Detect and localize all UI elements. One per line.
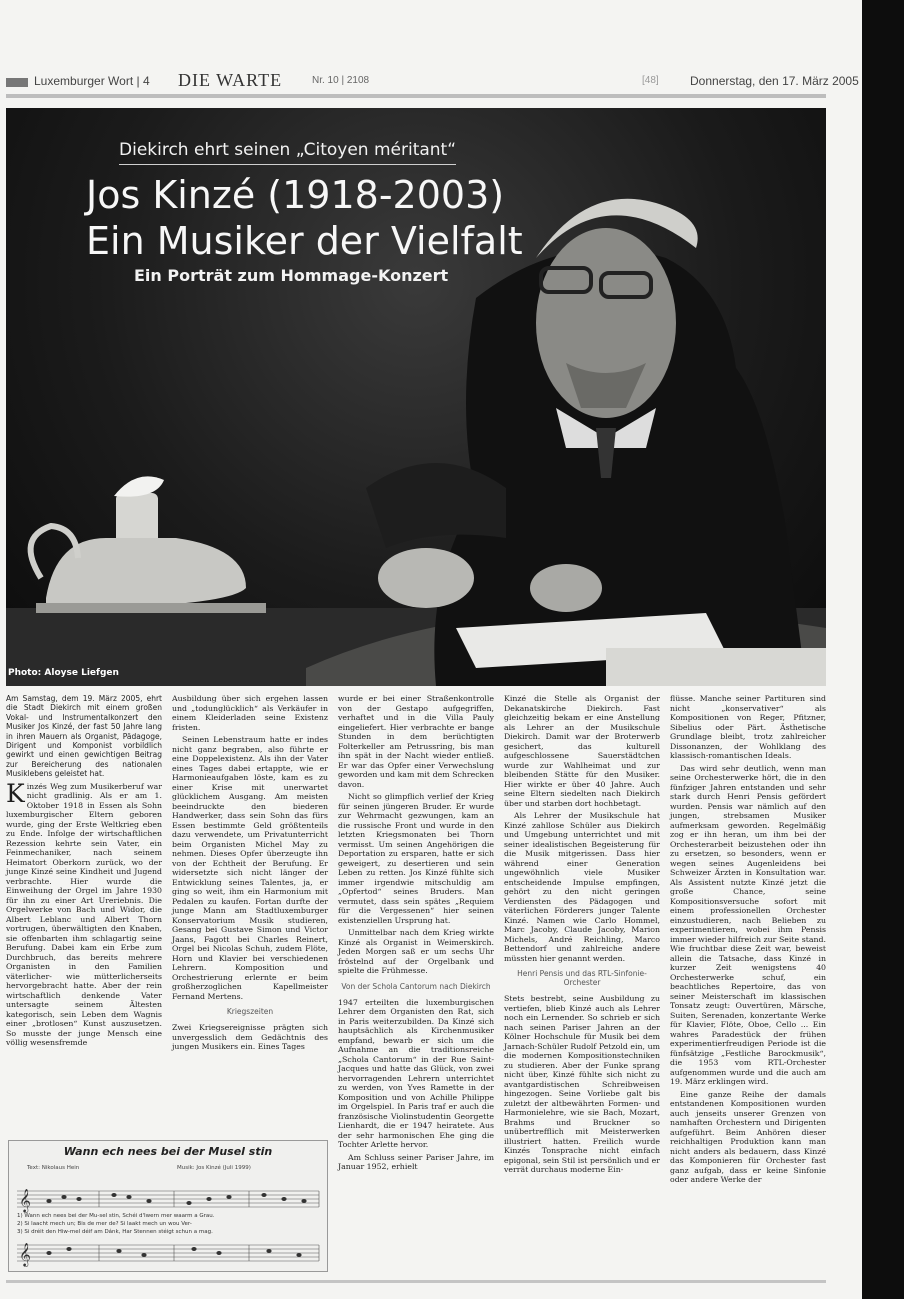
kicker-headline: Diekirch ehrt seinen „Citoyen méritant“	[119, 140, 456, 165]
section-subhead: Henri Pensis und das RTL-Sinfonie-Orchester	[517, 969, 647, 987]
lyricist-credit: Text: Nikolaus Hein	[27, 1165, 80, 1171]
article-column-2	[172, 694, 328, 1055]
article-paragraph: wurde er bei einer Straßenkontrolle von der Gestapo aufgegriffen, verhaftet und in die Villa Pauly eingeliefert. Hier verbrachte er bange Stunden in dem berüchtigten Folterkeller am Petrussring, bis man ihn spät in der Nacht wieder entließ. Er war das Opfer einer Verwechslung geworden und kam mit dem Schrecken davon.	[338, 694, 494, 789]
music-staff	[9, 1141, 327, 1271]
scan-edge	[862, 0, 904, 1299]
article-paragraph: Seinen Lebenstraum hatte er indes nicht ganz begraben, also führte er eine Doppelexistenz. Als ihn der Vater eines Tages dabei ertappte, wie er Harmonieaufgaben löste, kam es zu einer Krise mit unerwartet glücklichem Ausgang. Am meisten beeindruckte den biederen Handwerker, dass sein Sohn das fürs Essen bestimmte Geld größtenteils dazu verwendete, um Privatunterricht beim Organisten Michel May zu nehmen. Dieses Opfer überzeugte ihn von der Echtheit der Berufung. Er widersetzte sich nicht länger der Entwicklung seines Talentes, ja, er ging so weit, ihm ein Harmonium mit Pedalen zu kaufen. Fortan durfte der junge Mann am Stadtluxemburger Konservatorium Musik studieren, Gesang bei Gustave Simon und Victor Jaans, Fagott bei Charles Reinert, Orgel bei Nicolas Schuh, zudem Flöte, Horn und Klavier bei verschiedenen Lehrern. Komposition und Orchestrierung erlernte er beim großherzoglichen Kapellmeister Fernand Mertens.	[172, 735, 328, 1001]
folio-number: [48]	[642, 75, 659, 86]
composer-credit: Musik: Jos Kinzé (Juli 1999)	[177, 1165, 251, 1171]
portrait-photo	[6, 108, 826, 686]
main-headline	[86, 172, 523, 264]
newspaper-name: Luxemburger Wort | 4	[34, 74, 150, 88]
article-paragraph: Zwei Kriegsereignisse prägten sich unvergesslich dem Gedächtnis des jungen Musikers ein. Eines Tages	[172, 1023, 328, 1051]
article-column-4	[504, 694, 660, 1178]
lyrics-verse-1: 1) Wann ech nees bei der Mu-sel stin, Schéi d'Iwern mer waarm a Grau.	[17, 1213, 215, 1219]
lyrics-verse-2: 2) Si laacht mech un; Bis de mer de? Si laakt mech un wou Ver-	[17, 1221, 192, 1227]
article-column-3	[338, 694, 494, 1175]
article-paragraph: Das wird sehr deutlich, wenn man seine Orchesterwerke hört, die in den fünfziger Jahren entstanden und sehr stark durch Henri Pensis gefördert wurden. Pensis war nämlich auf den jungen, strebsamen Musiker aufmerksam geworden. Regelmäßig zog er ihn heran, um ihm bei der Orchesterarbeit beizustehen oder ihn zu ersetzen, so besonders, wenn er wegen seines Augenleidens bei Schweizer Ärzten in Konsultation war. Als Assistent nutzte Kinzé jetzt die große Chance, seine Kompositionsversuche sofort mit einem professionellen Orchester einzustudieren, nach Belieben zu experimentieren, wobei ihm Pensis immer wieder hilfreich zur Seite stand. Wie fruchtbar diese Zeit war, beweist allein die Tatsache, dass Kinzé in kurzer Zeit wenigstens 40 Orchesterwerke schuf, ein beachtliches Repertoire, das von seiner Meisterschaft im klassischen Tonsatz zeugt: Ouvertüren, Märsche, Suiten, Serenaden, konzertante Werke für Klavier, Flöte, Oboe, Cello ... Ein wahres Paradestück der frühen experimentierfreudigen Periode ist die fünfsätzige „Festliche Barockmusik“, die 1953 vom RTL-Orchester aufgenommen wurde und die auch am 19. März erklingen wird.	[670, 763, 826, 1086]
article-paragraph: Ausbildung über sich ergehen lassen und „todunglücklich“ als Verkäufer in einem Kleiderladen seine Existenz fristen.	[172, 694, 328, 732]
issue-number: Nr. 10 | 2108	[312, 75, 370, 86]
photo-credit: Photo: Aloyse Liefgen	[8, 668, 119, 678]
header-rule	[6, 94, 826, 98]
article-paragraph: Als Lehrer der Musikschule hat Kinzé zahllose Schüler aus Diekirch und Umgebung unterrichtet und mit seiner idealistischen Begeisterung für die Musik mitgerissen. Dass hier während einer Generation ungewöhnlich viele Musiker entscheidende Impulse empfingen, gehört zu den nicht geringen Verdiensten des Pädagogen und väterlichen Förderers junger Talente Kinzé. Namen wie Carlo Hommel, Marc Jacoby, Claude Jacoby, Marion Michels, André Reichling, Marco Bettendorf und zahlreiche andere müssten hier genannt werden.	[504, 811, 660, 963]
page-header	[6, 70, 859, 98]
svg-text:𝄞: 𝄞	[19, 1188, 31, 1212]
article-paragraph: Eine ganze Reihe der damals entstandenen Kompositionen wurden auch jenseits unserer Grenzen von namhaften Orchestern und Dirigenten aufgeführt. Beim Anhören dieser reichhaltigen Produktion kann man nicht anders als bedauern, dass Kinzé das Komponieren für Orchester fast ganz aufgab, dass er keine Sinfonie oder andere Werke der	[670, 1089, 826, 1184]
footer-rule	[6, 1280, 826, 1283]
article-column-5	[670, 694, 826, 1188]
article-paragraph: Kinzés Weg zum Musikerberuf war nicht gradlinig. Als er am 1. Oktober 1918 in Essen als Sohn luxemburgischer Eltern geboren wurde, ging der Erste Weltkrieg eben zu Ende. Infolge der wirtschaftlichen Rezession kehrte sein Vater, ein Feinmechaniker, nach seinem Heimatort Oberkorn zurück, wo der junge Kinzé seine Kindheit und Jugend verbrachte. Hier wurde die Einweihung der Orgel im Jahre 1930 für ihn zu einer Art Ureriebnis. Die Orgelwerke von Bach und Widor, die Albert Leblanc und Albert Thorn vortrugen, überwältigten den Knaben, sie offenbarten ihm schlagartig seine Berufung. Dabei kam ein Erbe zum Durchbruch, das bereits mehrere Organisten in den Familien väterlicher- wie mütterlicherseits hervorgebracht hatte. Aber der rein wirtschaftlich denkende Vater untersagte seinem Ältesten kategorisch, sein Leben dem Wagnis einer „brotlosen“ Kunst auszusetzen. So musste der junge Mensch eine völlig wesensfremde	[6, 778, 162, 1048]
article-column-1	[6, 694, 162, 1051]
svg-text:𝄞: 𝄞	[19, 1242, 31, 1266]
newspaper-logo-icon	[6, 78, 28, 87]
article-paragraph: Stets bestrebt, seine Ausbildung zu vertiefen, blieb Kinzé auch als Lehrer noch ein Lernender. So schrieb er sich nach seinen Pariser Jahren an der Kölner Hochschule für Musik bei dem Jarnach-Schüler Rudolf Petzold ein, um die modernen Kompositionstechniken zu studieren. Aber der Funke sprang nicht über, Kinzé fühlte sich nicht zu avantgardistischen Schreibweisen hingezogen. Seine Vorliebe galt bis zuletzt der altbewährten Formen- und Harmonielehre, wie sie Bach, Mozart, Brahms und Bruckner so unübertrefflich mit Meisterwerken illustriert hatten. Freilich wurde Kinzés Tonsprache nicht einfach epigonal, sein Stil ist persönlich und er verrät durchaus moderne Ein-	[504, 994, 660, 1174]
article-paragraph: Nicht so glimpflich verlief der Krieg für seinen jüngeren Bruder. Er wurde zur Wehrmacht gezwungen, kam an die russische Front und wurde in den letzten Kriegsmonaten bei Thorn vermisst. Um seinen Angehörigen die Deportation zu ersparen, hatte er sich geweigert, zu desertieren und sein Leben zu retten. Jos Kinzé fühlte sich immer irgendwie mitschuldig am „Opfertod“ seines Bruders. Man vermutet, dass sein spätes „Requiem für die Vergessenen“ hier seinen existenziellen Ursprung hat.	[338, 792, 494, 925]
sub-headline: Ein Porträt zum Hommage-Konzert	[134, 266, 449, 285]
headline-line-2: Ein Musiker der Vielfalt	[86, 219, 523, 263]
song-score	[8, 1140, 328, 1272]
drop-cap: K	[6, 778, 25, 808]
article-paragraph: Unmittelbar nach dem Krieg wirkte Kinzé als Organist in Weimerskirch. Jeden Morgen saß er um sechs Uhr fröstelnd auf der Orgelbank und spielte die Frühmesse.	[338, 928, 494, 975]
article-paragraph: Kinzé die Stelle als Organist der Dekanatskirche Diekirch. Fast gleichzeitig bekam er eine Anstellung als Lehrer an der Musikschule Diekirch. Damit war der Broterwerb gesichert, das kulturell aufgeschlossene Sauerstädtchen wurde zur Wahlheimat und zur bleibenden Stätte für den Musiker. Hier wirkte er über 40 Jahre. Auch seine Eltern siedelten nach Diekirch über und starben dort hochbetagt.	[504, 694, 660, 808]
article-lead: Am Samstag, dem 19. März 2005, ehrt die Stadt Diekirch mit einem großen Vokal- und Instrumentalkonzert den Musiker Jos Kinzé, der fast 50 Jahre lang in ihren Mauern als Organist, Pädagoge, Dirigent und Komponist vorbildlich gewirkt und einen gewichtigen Beitrag zur Bereicherung des nationalen Musiklebens geleistet hat.	[6, 694, 162, 779]
section-subhead: Kriegszeiten	[226, 1007, 274, 1016]
issue-date: Donnerstag, den 17. März 2005	[690, 74, 859, 88]
section-title: DIE WARTE	[178, 70, 283, 90]
section-subhead: Von der Schola Cantorum nach Diekirch	[341, 981, 491, 991]
article-paragraph: 1947 erteilten die luxemburgischen Lehrer dem Organisten den Rat, sich in Paris weiterzubilden. Da Kinzé sich hauptsächlich als Kirchenmusiker empfand, bewarb er sich um die Aufnahme an die traditionsreiche „Schola Cantorum“ in der Rue Saint-Jacques und hatte das Glück, von zwei hervorragenden Lehrern unterrichtet zu werden, von Yves Ramette in der Komposition und von Achille Philippe im Orgelspiel. In Paris traf er auch die französische Violinstudentin Georgette Lienhardt, die er 1947 heiratete. Aus der sehr harmonischen Ehe ging die Tochter Arlette hervor.	[338, 997, 494, 1149]
lyrics-verse-3: 3) Si dréit den Hiw-mel déif am Dánk, Har Stennen stéigt schun a mag.	[17, 1229, 213, 1235]
article-paragraph: flüsse. Manche seiner Partituren sind nicht „konservativer“ als Kompositionen von Reger, Pfitzner, Sibelius oder Pärt. Ästhetische Grundlage bleibt, trotz zahlreicher Dissonanzen, der Wohlklang des klassisch-romantischen Ideals.	[670, 694, 826, 760]
score-title: Wann ech nees bei der Musel stin	[63, 1145, 273, 1158]
article-paragraph: Am Schluss seiner Pariser Jahre, im Januar 1952, erhielt	[338, 1152, 494, 1171]
headline-line-1: Jos Kinzé (1918-2003)	[86, 173, 505, 217]
